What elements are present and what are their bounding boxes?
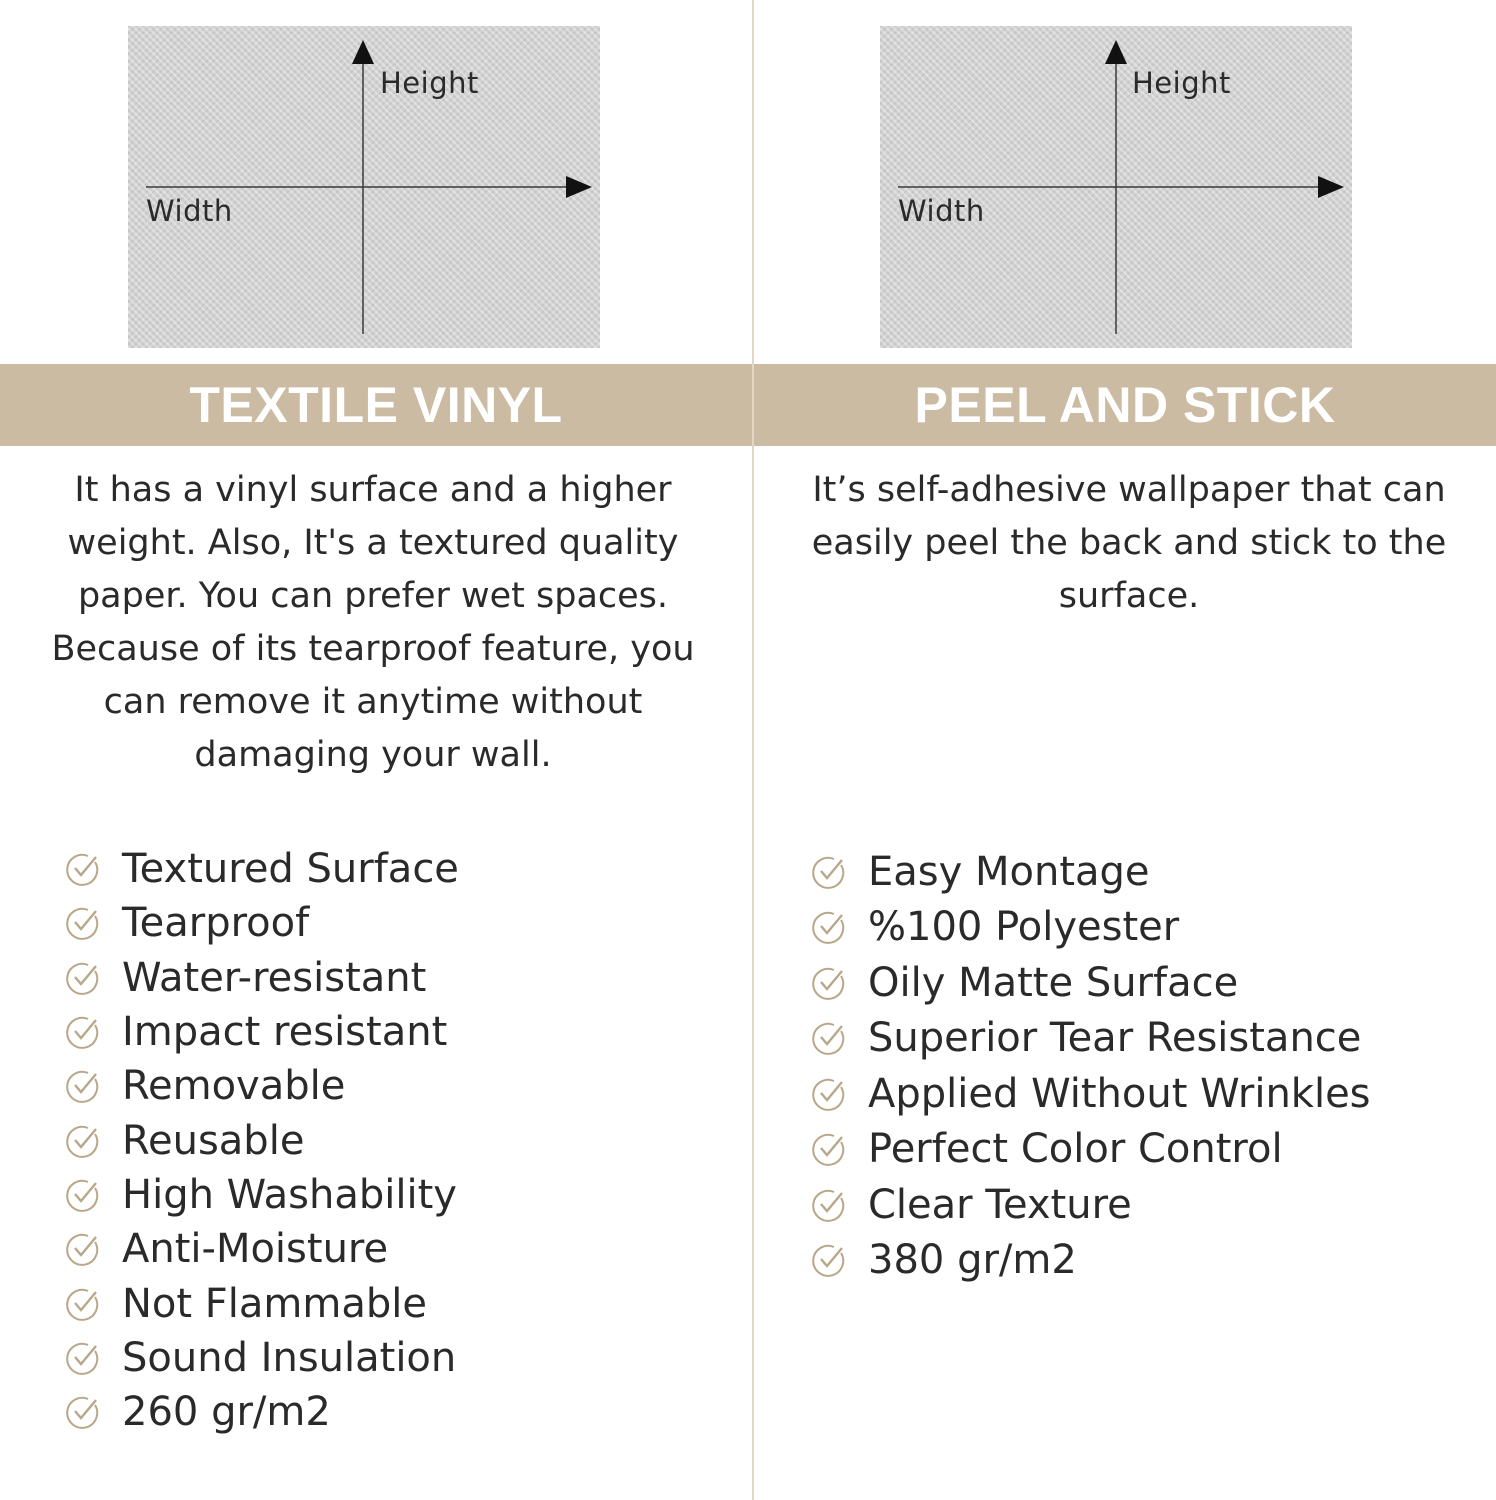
feature-item [810, 955, 1371, 1011]
feature-label: Removable [122, 1063, 346, 1110]
checkmark-circle-icon [64, 1068, 100, 1104]
feature-label: Sound Insulation [122, 1334, 457, 1381]
feature-label: Perfect Color Control [868, 1126, 1283, 1173]
checkmark-circle-icon [810, 965, 846, 1001]
checkmark-circle-icon [64, 1286, 100, 1322]
product-title: TEXTILE VINYL [189, 377, 563, 433]
feature-item [64, 1113, 459, 1167]
checkmark-circle-icon [64, 905, 100, 941]
texture-swatch [880, 26, 1352, 348]
checkmark-circle-icon [64, 1177, 100, 1213]
checkmark-circle-icon [64, 1123, 100, 1159]
feature-list [64, 842, 459, 1439]
product-title-banner [0, 364, 752, 446]
feature-label: Impact resistant [122, 1009, 448, 1056]
product-title-banner [754, 364, 1496, 446]
feature-item [64, 1059, 459, 1113]
checkmark-circle-icon [810, 909, 846, 945]
feature-label: Superior Tear Resistance [868, 1015, 1362, 1062]
feature-item [64, 1276, 459, 1330]
feature-item [64, 1222, 459, 1276]
feature-label: Easy Montage [868, 848, 1150, 895]
feature-label: Applied Without Wrinkles [868, 1070, 1371, 1117]
checkmark-circle-icon [810, 1131, 846, 1167]
feature-label: Water-resistant [122, 954, 427, 1001]
feature-label: Reusable [122, 1117, 305, 1164]
feature-label: Oily Matte Surface [868, 959, 1239, 1006]
feature-item [810, 1233, 1371, 1289]
product-title: PEEL AND STICK [914, 377, 1336, 433]
checkmark-circle-icon [64, 1014, 100, 1050]
checkmark-circle-icon [64, 1340, 100, 1376]
checkmark-circle-icon [64, 851, 100, 887]
checkmark-circle-icon [810, 1020, 846, 1056]
width-label: Width [898, 194, 985, 228]
checkmark-circle-icon [64, 1231, 100, 1267]
feature-list [810, 844, 1371, 1288]
feature-item [64, 1331, 459, 1385]
dimension-axes [128, 26, 600, 348]
feature-item [810, 1177, 1371, 1233]
height-label: Height [1132, 66, 1231, 100]
arrow-up-icon [352, 40, 374, 64]
feature-item [64, 1168, 459, 1222]
feature-item [810, 1066, 1371, 1122]
checkmark-circle-icon [810, 1242, 846, 1278]
feature-item [810, 1011, 1371, 1067]
feature-label: 380 gr/m2 [868, 1237, 1077, 1284]
feature-label: Textured Surface [122, 846, 459, 893]
feature-item [64, 842, 459, 896]
feature-item [64, 951, 459, 1005]
feature-label: Tearproof [122, 900, 310, 947]
feature-label: High Washability [122, 1171, 457, 1218]
feature-item [64, 1385, 459, 1439]
checkmark-circle-icon [64, 960, 100, 996]
feature-item [810, 844, 1371, 900]
feature-label: Not Flammable [122, 1280, 427, 1327]
product-column-peel-and-stick [754, 0, 1496, 1500]
checkmark-circle-icon [64, 1394, 100, 1430]
feature-label: Clear Texture [868, 1181, 1132, 1228]
product-description: It’s self-adhesive wallpaper that can easily peel the back and stick to the surface. [811, 470, 1447, 616]
feature-label: Anti-Moisture [122, 1226, 389, 1273]
checkmark-circle-icon [810, 1076, 846, 1112]
arrow-up-icon [1105, 40, 1127, 64]
feature-item [64, 896, 459, 950]
height-label: Height [380, 66, 479, 100]
arrow-right-icon [566, 176, 592, 198]
texture-swatch [128, 26, 600, 348]
checkmark-circle-icon [810, 854, 846, 890]
width-label: Width [146, 194, 233, 228]
feature-item [64, 1005, 459, 1059]
arrow-right-icon [1318, 176, 1344, 198]
feature-label: %100 Polyester [868, 904, 1180, 951]
feature-item [810, 1122, 1371, 1178]
dimension-axes [880, 26, 1352, 348]
checkmark-circle-icon [810, 1187, 846, 1223]
product-description: It has a vinyl surface and a higher weight. Also, It's a textured quality paper. You can prefer wet spaces. Because of its tearproof feature, you can remove it anytime without damaging your wall. [51, 470, 695, 775]
feature-label: 260 gr/m2 [122, 1389, 331, 1436]
feature-item [810, 900, 1371, 956]
